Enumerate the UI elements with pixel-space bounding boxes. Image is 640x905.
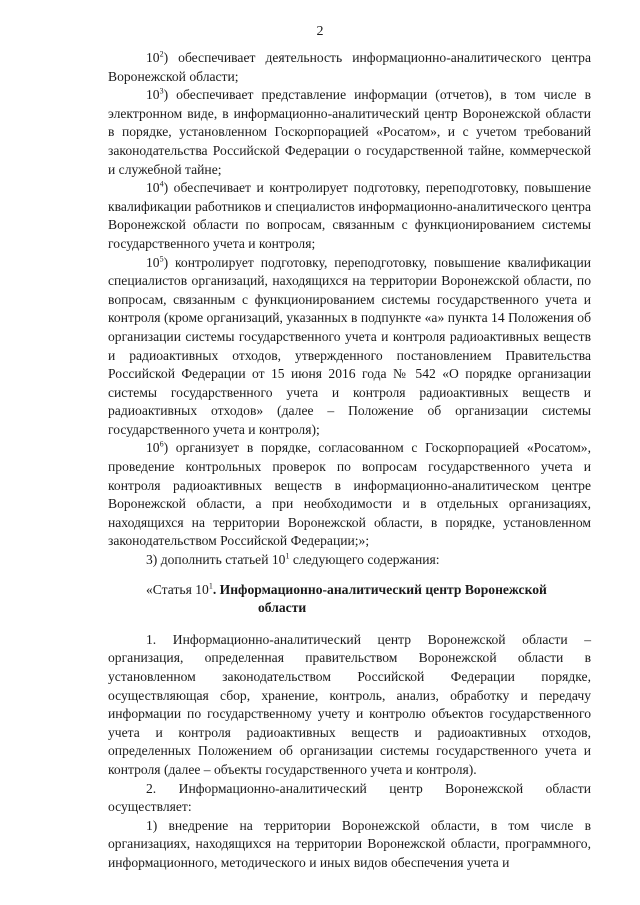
article-heading [108, 581, 591, 618]
article-prefix: «Статья 10 [146, 581, 209, 597]
page-number: 2 [316, 24, 324, 39]
paragraph-item-3 [108, 551, 591, 570]
paragraph-text: следующего содержания: [289, 552, 440, 568]
item-number: 10 [146, 254, 160, 270]
paragraph-10-3 [108, 86, 591, 179]
item-superscript: 2 [159, 49, 164, 59]
item-superscript: 1 [285, 551, 290, 561]
article-paragraph-2-item-1: 1) внедрение на территории Воронежской области, в том числе в организациях, находящихся на территории Воронежской области, программного, информационного, методического и иных видов обеспечения учета и [108, 817, 591, 870]
paragraph-text: 3) дополнить статьей 10 [146, 552, 286, 568]
item-superscript: 4 [159, 179, 164, 189]
item-number: 10 [146, 440, 160, 456]
paragraph-10-2 [108, 49, 591, 86]
item-superscript: 3 [159, 86, 164, 96]
article-superscript: 1 [208, 581, 213, 591]
paragraph-text: ) контролирует подготовку, переподготовку, повышение квалификации специалистов организаций, находящихся на территории Воронежской области, по вопросам, связанным с функционированием системы государственного учета и контроля (кроме организаций, указанных в подпункте «а» пункта 14 Положения об организации системы государственного учета и контроля радиоактивных веществ и радиоактивных отходов, утвержденного постановлением Правительства Российской Федерации от 15 июня 2016 года № 542 «О порядке организации системы государственного учета и контроля радиоактивных веществ и радиоактивных отходов» (далее – Положение об организации системы государственного учета и контроля); [108, 254, 591, 437]
item-superscript: 6 [159, 439, 164, 449]
paragraph-10-4 [108, 179, 591, 253]
paragraph-text: ) организует в порядке, согласованном с Госкорпорацией «Росатом», проведение контрольных проверок по вопросам государственного учета и контроля радиоактивных веществ в информационно-аналитическом центре Воронежской области, а при необходимости и в отдельных организациях, находящихся на территории Воронежской области, в порядке, установленном законодательством Российской Федерации;»; [108, 440, 591, 549]
item-number: 10 [146, 87, 160, 103]
document-body [108, 49, 591, 873]
article-title-continued: области [258, 600, 307, 616]
article-paragraph-1: 1. Информационно-аналитический центр Воронежской области – организация, определенная правительством Воронежской области в установленном законодательством Российской Федерации порядке, осуществляющая сбор, хранение, контроль, анализ, обработку и передачу информации по государственному учету и контролю объектов государственного учета и контроля радиоактивных веществ и радиоактивных отходов, определенных Положением об организации системы государственного учета и контроля (далее – объекты государственного учета и контроля). [108, 631, 591, 777]
paragraph-text: ) обеспечивает и контролирует подготовку, переподготовку, повышение квалификации работников и специалистов информационно-аналитического центра Воронежской области по вопросам, связанным с функционированием системы государственного учета и контроля; [108, 180, 591, 251]
article-title: Информационно-аналитический центр Воронежской [219, 581, 547, 597]
item-number: 10 [146, 50, 160, 65]
article-dot: . [212, 581, 220, 597]
paragraph-text: ) обеспечивает деятельность информационно-аналитического центра Воронежской области; [108, 50, 591, 84]
paragraph-text: ) обеспечивает представление информации (отчетов), в том числе в электронном виде, в информационно-аналитический центр Воронежской области в порядке, установленном Госкорпорацией «Росатом», и с учетом требований законодательства Российской Федерации о государственной тайне, коммерческой и служебной тайне; [108, 87, 591, 177]
paragraph-10-5 [108, 254, 591, 440]
paragraph-10-6 [108, 439, 591, 551]
item-superscript: 5 [159, 254, 164, 263]
item-number: 10 [146, 180, 160, 196]
article-paragraph-2: 2. Информационно-аналитический центр Воронежской области осуществляет: [108, 780, 591, 815]
